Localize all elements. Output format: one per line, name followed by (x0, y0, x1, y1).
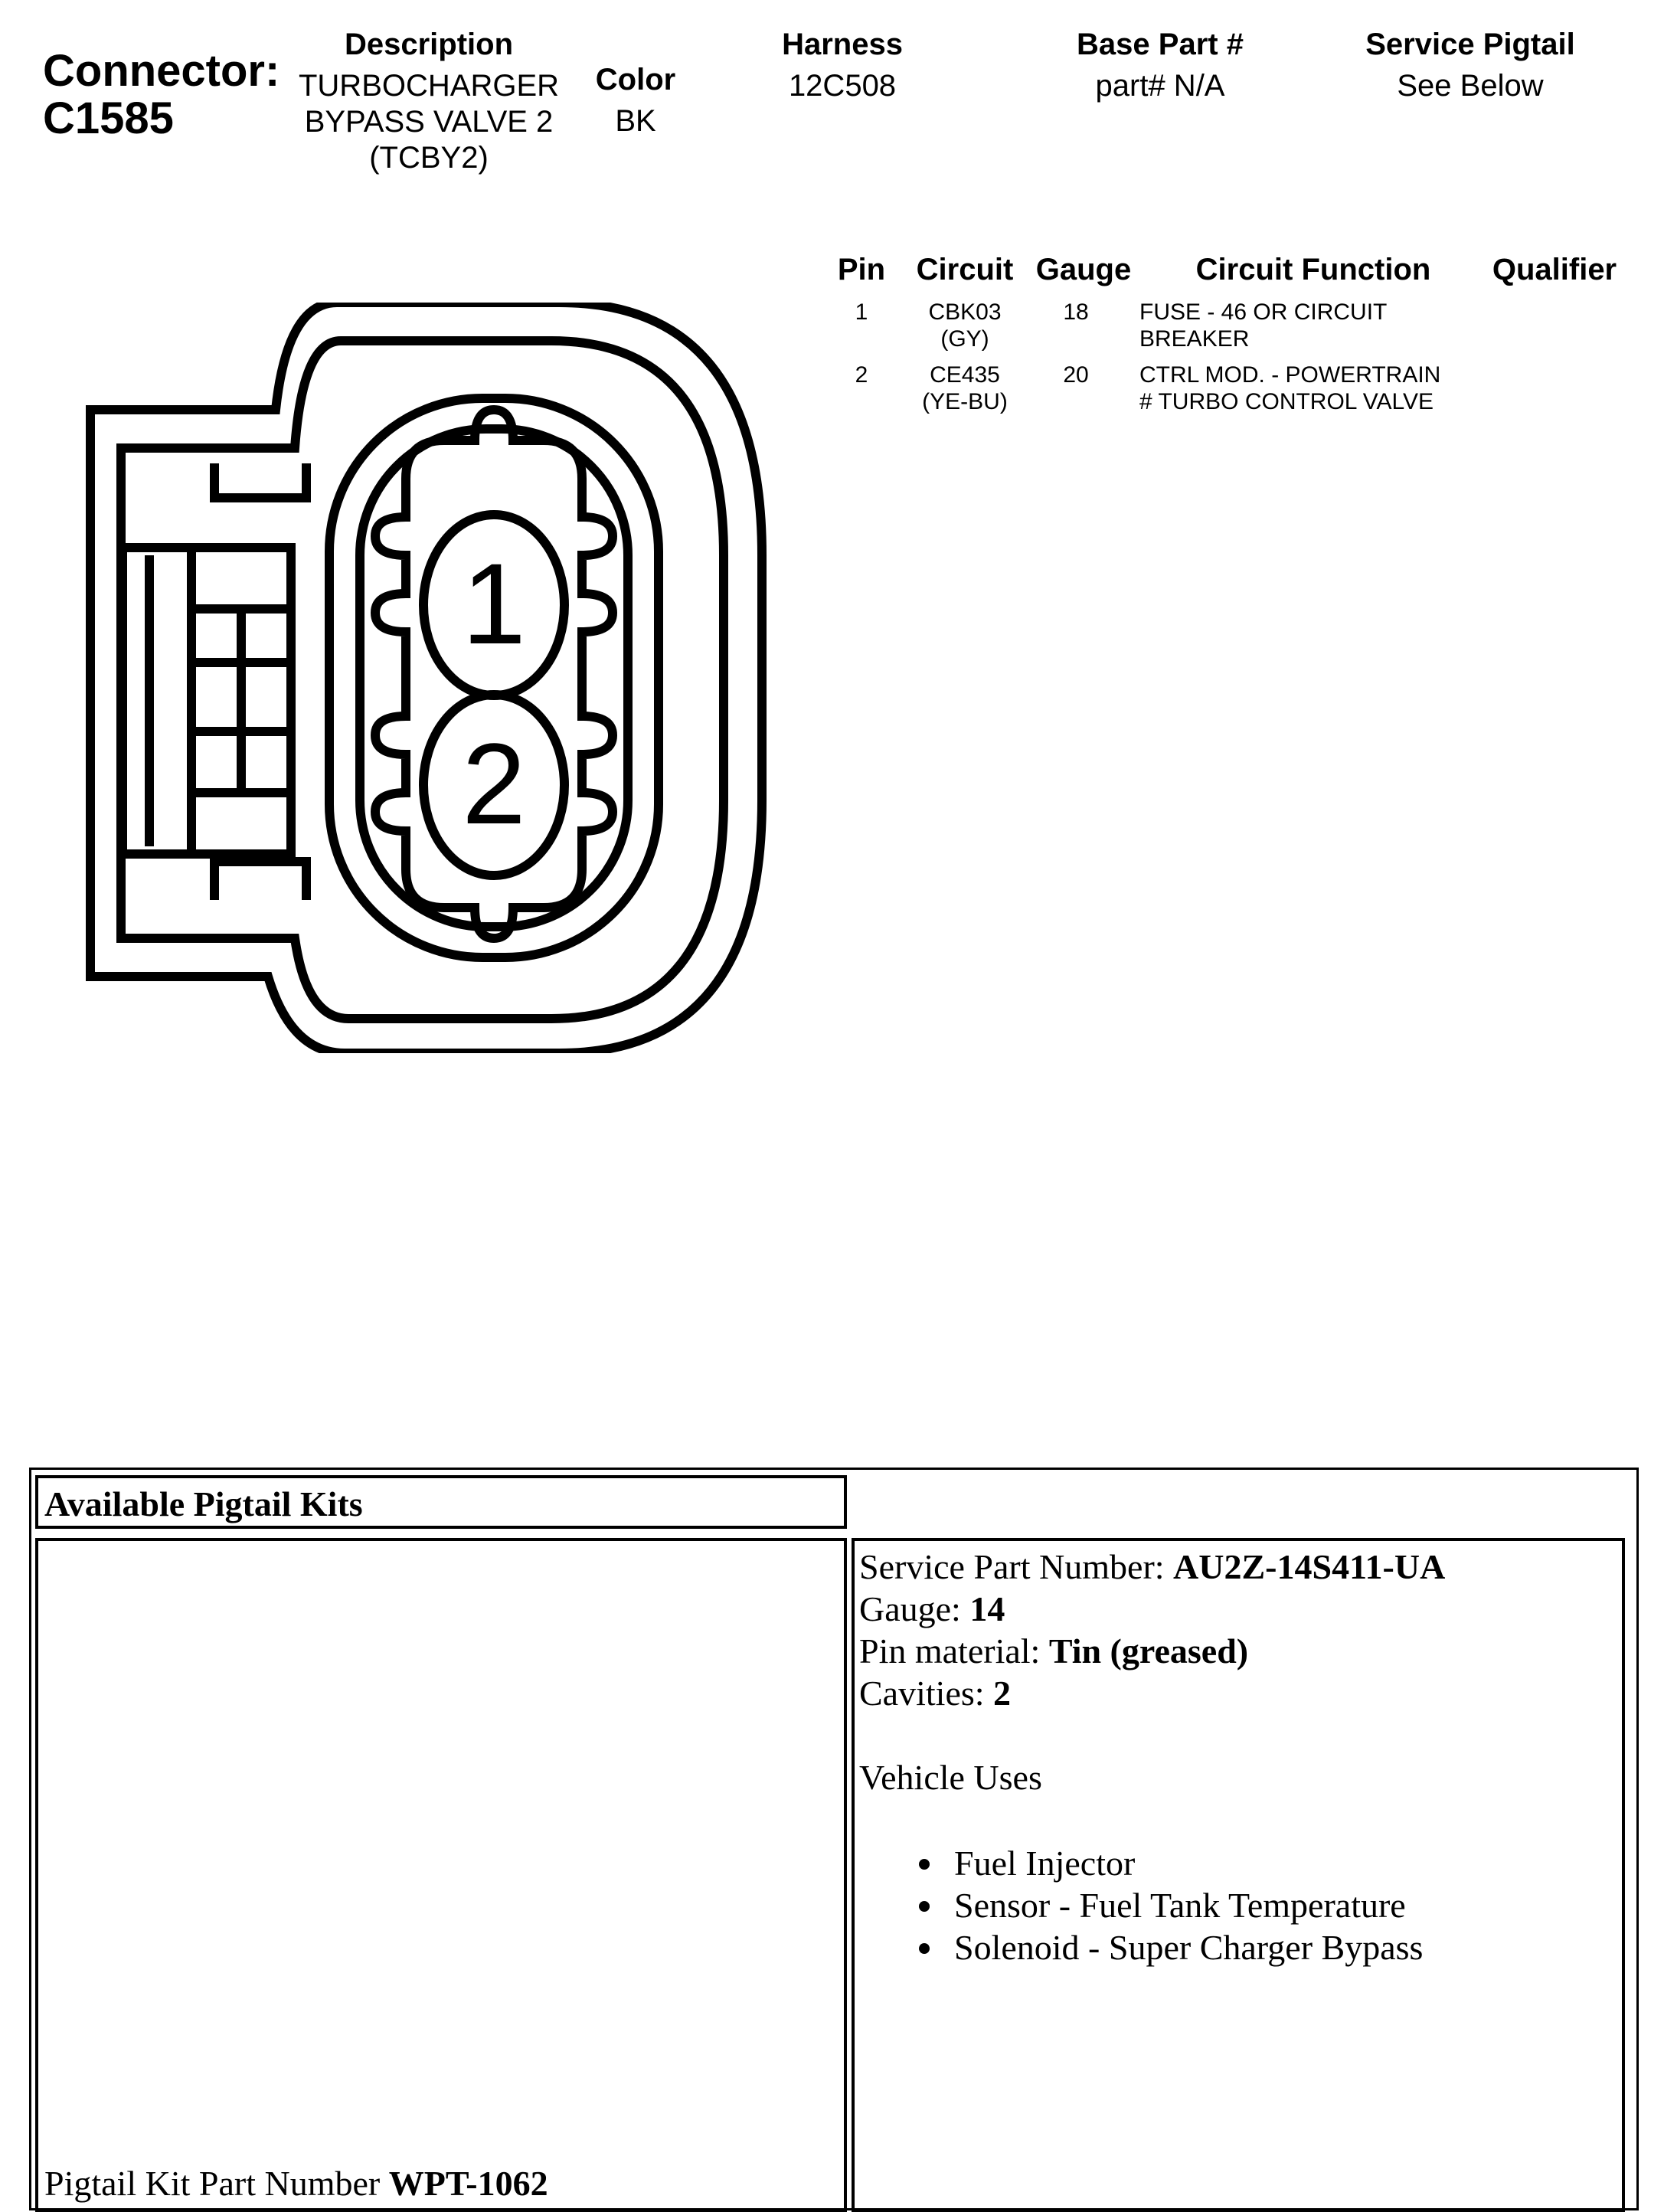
pin-material-value: Tin (greased) (1048, 1631, 1249, 1670)
service-part-number (859, 1546, 1622, 1588)
pigtail-gauge (859, 1588, 1622, 1630)
pin-2-function-line-2: # TURBO CONTROL VALVE (1139, 389, 1434, 414)
cavities (859, 1672, 1622, 1714)
vehicle-uses-label: Vehicle Uses (859, 1758, 1042, 1797)
cavities-label: Cavities: (859, 1674, 994, 1713)
vehicle-uses-list (859, 1842, 1622, 1968)
qualifier-column-header: Qualifier (1492, 253, 1617, 286)
pin-1-function (1139, 299, 1484, 352)
pigtail-heading: Available Pigtail Kits (44, 1484, 363, 1523)
description-line-2: BYPASS VALVE 2 (304, 105, 554, 139)
base-part-column (1026, 28, 1294, 104)
pin-1-circuit (896, 299, 1034, 352)
circuit-column-header: Circuit (916, 253, 1014, 286)
color-label: Color (595, 63, 676, 97)
pigtail-kit-cell (35, 1538, 847, 2212)
pin-2-circuit (896, 362, 1034, 415)
service-part-value: AU2Z-14S411-UA (1173, 1547, 1446, 1586)
pin-1-gauge: 18 (1063, 299, 1089, 325)
description-line-1: TURBOCHARGER (298, 69, 560, 103)
cavity-1-label: 1 (462, 539, 526, 668)
pin-1-function-line-2: BREAKER (1139, 326, 1250, 352)
service-part-label: Service Part Number: (859, 1547, 1174, 1586)
service-pigtail-column (1317, 28, 1623, 104)
pin-1-wire-color: (GY) (940, 326, 989, 352)
service-pigtail-value: See Below (1397, 69, 1544, 103)
pin-2-wire-color: (YE-BU) (922, 389, 1008, 414)
kit-part-label: Pigtail Kit Part Number (44, 2164, 389, 2203)
description-column (283, 28, 574, 176)
pin-2-function-line-1: CTRL MOD. - POWERTRAIN (1139, 362, 1441, 388)
pin-material-label: Pin material: (859, 1631, 1049, 1670)
description-line-3: (TCBY2) (369, 141, 489, 175)
pigtail-gauge-label: Gauge: (859, 1589, 970, 1628)
cavities-value: 2 (993, 1674, 1012, 1713)
cavity-2-label: 2 (462, 719, 526, 848)
kit-part-value: WPT-1062 (388, 2164, 548, 2203)
pin-2-circuit-code: CE435 (930, 362, 1000, 388)
latch-frame (123, 548, 191, 854)
pigtail-details-cell (852, 1538, 1625, 2212)
harness-value: 12C508 (788, 69, 897, 103)
gauge-column-header: Gauge (1035, 253, 1132, 286)
seal-ring-inner (360, 429, 628, 927)
pigtail-heading-cell (35, 1475, 847, 1529)
list-item: Sensor - Fuel Tank Temperature (859, 1884, 1622, 1926)
connector-label: Connector: (43, 46, 280, 96)
pin-material (859, 1630, 1622, 1672)
pin-2-function (1139, 362, 1484, 415)
harness-label: Harness (782, 28, 903, 61)
color-value: BK (615, 104, 656, 138)
cavity-insert-outline (375, 410, 613, 938)
harness-column (735, 28, 950, 104)
pin-2-number: 2 (855, 362, 868, 388)
list-item: Fuel Injector (859, 1842, 1622, 1884)
color-column (567, 63, 705, 139)
function-column-header: Circuit Function (1195, 253, 1431, 286)
base-part-value: part# N/A (1095, 69, 1225, 103)
pin-1-circuit-code: CBK03 (928, 299, 1002, 325)
description-label: Description (344, 28, 514, 61)
list-item: Solenoid - Super Charger Bypass (859, 1926, 1622, 1968)
pin-1-function-line-1: FUSE - 46 OR CIRCUIT (1139, 299, 1388, 325)
pin-2-gauge: 20 (1063, 362, 1089, 388)
pin-1-number: 1 (855, 299, 868, 325)
connector-face-diagram (77, 303, 781, 1053)
connector-id: C1585 (43, 93, 174, 143)
service-pigtail-label: Service Pigtail (1365, 28, 1575, 61)
pigtail-gauge-value: 14 (969, 1589, 1005, 1628)
pigtail-kit-part-number (44, 2162, 548, 2204)
base-part-label: Base Part # (1077, 28, 1244, 61)
pin-column-header: Pin (837, 253, 886, 286)
connector-title (43, 47, 280, 142)
